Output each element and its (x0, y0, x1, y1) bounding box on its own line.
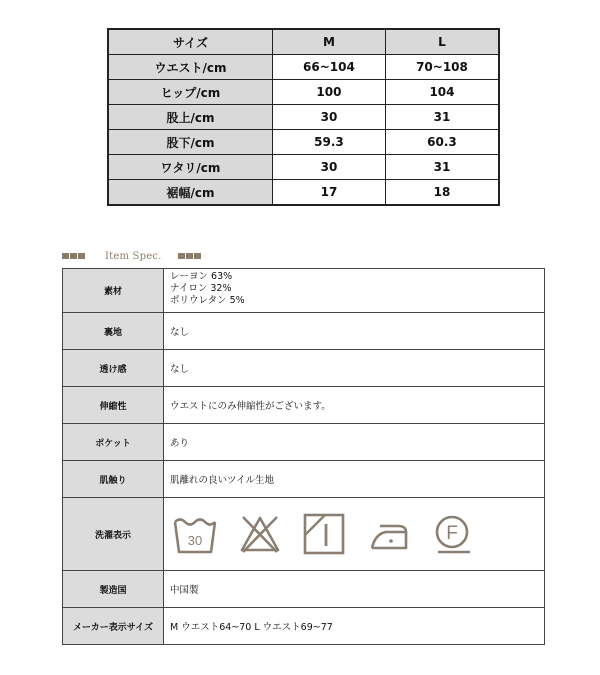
table-row (108, 80, 499, 105)
size-row-label: 股上/cm (108, 105, 272, 130)
spec-value-texture: 肌離れの良いツイル生地 (164, 461, 545, 498)
size-row-label: 股下/cm (108, 130, 272, 155)
spec-label-maker-size: メーカー表示サイズ (63, 608, 164, 645)
size-value-l: 70~108 (385, 55, 499, 80)
size-value-l: 31 (385, 105, 499, 130)
spec-label-lining: 裏地 (63, 313, 164, 350)
size-value-m: 66~104 (272, 55, 385, 80)
size-value-m: 30 (272, 105, 385, 130)
size-value-l: 60.3 (385, 130, 499, 155)
spec-label-sheerness: 透け感 (63, 350, 164, 387)
table-row (63, 387, 545, 424)
table-row (63, 461, 545, 498)
spec-value-stretch: ウエストにのみ伸縮性がございます。 (164, 387, 545, 424)
table-row (108, 55, 499, 80)
spec-value-material (164, 269, 545, 313)
iron-low-icon (366, 512, 412, 556)
care-icon-list (170, 512, 544, 556)
spec-label-origin: 製造国 (63, 571, 164, 608)
size-value-l: 18 (385, 180, 499, 206)
size-header-m: M (272, 29, 385, 55)
spec-value-sheerness: なし (164, 350, 545, 387)
material-line: ポリウレタン 5% (170, 295, 245, 306)
dry-clean-f-icon (432, 512, 476, 556)
size-value-m: 59.3 (272, 130, 385, 155)
item-spec-heading (62, 250, 201, 262)
line-dry-icon (302, 512, 346, 556)
spec-label-texture: 肌触り (63, 461, 164, 498)
size-value-m: 30 (272, 155, 385, 180)
spec-value-lining: なし (164, 313, 545, 350)
size-table (107, 28, 500, 206)
size-row-label: ワタリ/cm (108, 155, 272, 180)
material-line: レーヨン 63% (170, 271, 233, 282)
size-value-m: 17 (272, 180, 385, 206)
size-value-l: 104 (385, 80, 499, 105)
table-row (63, 424, 545, 461)
spec-label-pocket: ポケット (63, 424, 164, 461)
size-row-label: 裾幅/cm (108, 180, 272, 206)
size-table-header-row (108, 29, 499, 55)
size-row-label: ヒップ/cm (108, 80, 272, 105)
spec-table (62, 268, 545, 645)
material-line: ナイロン 32% (170, 283, 232, 294)
spec-label-material: 素材 (63, 269, 164, 313)
size-row-label: ウエスト/cm (108, 55, 272, 80)
spec-label-care: 洗濯表示 (63, 498, 164, 571)
table-row (63, 269, 545, 313)
size-value-m: 100 (272, 80, 385, 105)
table-row (63, 571, 545, 608)
table-row (108, 105, 499, 130)
table-row (63, 498, 545, 571)
spec-value-origin: 中国製 (164, 571, 545, 608)
heading-squares-right (178, 253, 201, 259)
size-header-label: サイズ (108, 29, 272, 55)
item-spec-title: Item Spec. (105, 250, 162, 262)
table-row (108, 130, 499, 155)
table-row (108, 180, 499, 206)
size-header-l: L (385, 29, 499, 55)
spec-value-maker-size: M ウエスト64~70 L ウエスト69~77 (164, 608, 545, 645)
spec-value-care (164, 498, 545, 571)
size-value-l: 31 (385, 155, 499, 180)
table-row (63, 608, 545, 645)
table-row (63, 313, 545, 350)
heading-squares-left (62, 253, 85, 259)
wash-30-icon (172, 512, 218, 556)
spec-label-stretch: 伸縮性 (63, 387, 164, 424)
table-row (63, 350, 545, 387)
spec-value-pocket: あり (164, 424, 545, 461)
dry-clean-letter: F (446, 523, 458, 544)
no-bleach-icon (238, 512, 282, 556)
table-row (108, 155, 499, 180)
wash-temp-label: 30 (187, 533, 203, 548)
